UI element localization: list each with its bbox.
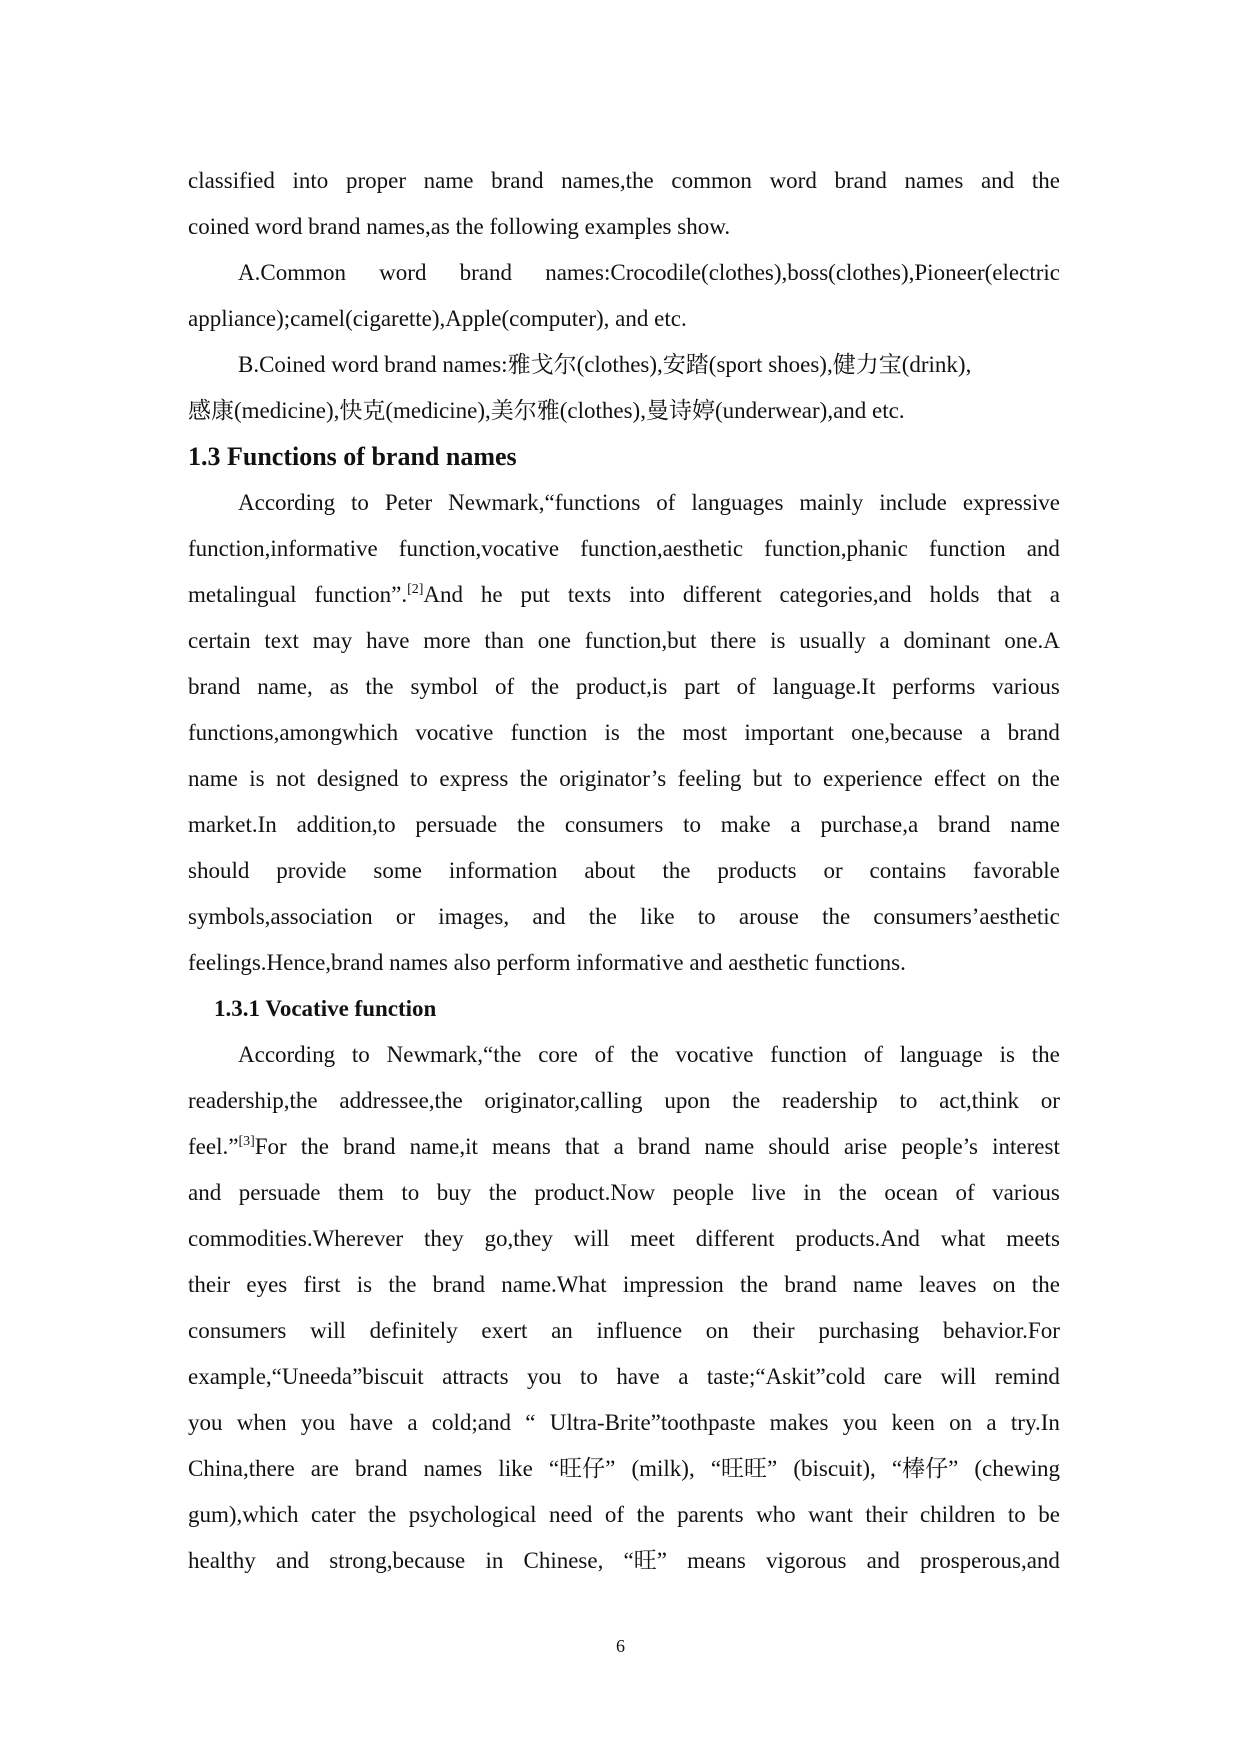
text-line: and persuade them to buy the product.Now people live in the ocean of various: [188, 1180, 1060, 1205]
text-line: According to Newmark,“the core of the vocative function of language is the: [238, 1042, 1060, 1067]
section-paragraph: [188, 480, 1060, 986]
text-line: function,informative function,vocative function,aesthetic function,phanic function and: [188, 536, 1060, 561]
text-line: commodities.Wherever they go,they will meet different products.And what meets: [188, 1226, 1060, 1251]
text-line: market.In addition,to persuade the consumers to make a purchase,a brand name: [188, 812, 1060, 837]
text-line: healthy and strong,because in Chinese, “旺” means vigorous and prosperous,and: [188, 1548, 1060, 1573]
text-line: classified into proper name brand names,the common word brand names and the: [188, 168, 1060, 193]
text-line: appliance);camel(cigarette),Apple(computer), and etc.: [188, 306, 687, 331]
text-line: you when you have a cold;and “ Ultra-Brite”toothpaste makes you keen on a try.In: [188, 1410, 1060, 1435]
text-line: should provide some information about the products or contains favorable: [188, 858, 1060, 883]
text-line: B.Coined word brand names:雅戈尔(clothes),安踏(sport shoes),健力宝(drink),: [238, 352, 972, 377]
section-heading: 1.3 Functions of brand names: [188, 442, 517, 471]
text-line: functions,amongwhich vocative function is the most important one,because a brand: [188, 720, 1060, 745]
subsection-paragraph: [188, 1032, 1060, 1584]
text-line: metalingual function”.[2]And he put texts into different categories,and holds that a: [188, 582, 1060, 607]
text-line: example,“Uneeda”biscuit attracts you to have a taste;“Askit”cold care will remind: [188, 1364, 1060, 1389]
text-line: consumers will definitely exert an influence on their purchasing behavior.For: [188, 1318, 1060, 1343]
text-line: A.Common word brand names:Crocodile(clothes),boss(clothes),Pioneer(electric: [238, 260, 1060, 285]
text-line: their eyes first is the brand name.What impression the brand name leaves on the: [188, 1272, 1060, 1297]
text-line: 感康(medicine),快克(medicine),美尔雅(clothes),曼诗婷(underwear),and etc.: [188, 398, 905, 423]
text-line: gum),which cater the psychological need of the parents who want their children to be: [188, 1502, 1060, 1527]
subsection-heading: 1.3.1 Vocative function: [214, 996, 437, 1021]
citation-ref: [2]: [407, 582, 424, 597]
text-line: certain text may have more than one function,but there is usually a dominant one.A: [188, 628, 1060, 653]
text-line: coined word brand names,as the following examples show.: [188, 214, 731, 239]
text-line: name is not designed to express the originator’s feeling but to experience effect on the: [188, 766, 1060, 791]
text-line: feel.”[3]For the brand name,it means that a brand name should arise people’s interest: [188, 1134, 1060, 1159]
text-line: According to Peter Newmark,“functions of languages mainly include expressive: [238, 490, 1060, 515]
text-line: feelings.Hence,brand names also perform informative and aesthetic functions.: [188, 950, 906, 975]
citation-ref: [3]: [238, 1134, 255, 1149]
text-line: symbols,association or images, and the like to arouse the consumers’aesthetic: [188, 904, 1060, 929]
text-line: China,there are brand names like “旺仔” (milk), “旺旺” (biscuit), “棒仔” (chewing: [188, 1456, 1060, 1481]
page-body: [188, 158, 1060, 1584]
text-line: brand name, as the symbol of the product,is part of language.It performs various: [188, 674, 1060, 699]
page-number: 6: [616, 1636, 625, 1656]
intro-paragraphs: [188, 158, 1060, 434]
text-line: readership,the addressee,the originator,calling upon the readership to act,think or: [188, 1088, 1060, 1113]
